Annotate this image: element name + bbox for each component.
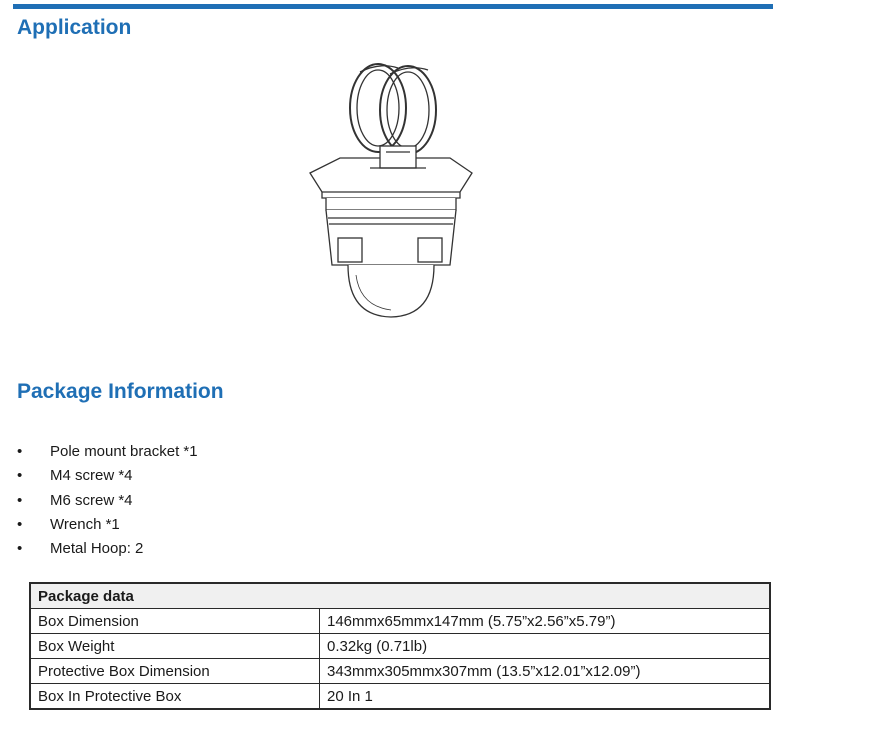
table-row: [30, 684, 770, 710]
row-label: Protective Box Dimension: [30, 659, 320, 684]
list-item: • Pole mount bracket *1: [17, 440, 198, 464]
application-heading: Application: [17, 16, 132, 39]
list-item: • M4 screw *4: [17, 464, 198, 488]
table-row: [30, 609, 770, 634]
row-label: Box Weight: [30, 634, 320, 659]
top-accent-bar: [13, 4, 773, 9]
package-contents-list: [17, 440, 198, 561]
table-row: [30, 634, 770, 659]
package-information-heading: Package Information: [17, 380, 224, 403]
bullet-icon: •: [17, 515, 23, 533]
table-header-row: [30, 583, 770, 609]
row-label: Box In Protective Box: [30, 684, 320, 710]
package-data-table: [29, 582, 771, 710]
table-row: [30, 659, 770, 684]
row-value: 146mmx65mmx147mm (5.75”x2.56”x5.79”): [320, 609, 771, 634]
row-value: 343mmx305mmx307mm (13.5”x12.01”x12.09”): [320, 659, 771, 684]
table-header: Package data: [30, 583, 770, 609]
list-item: • Metal Hoop: 2: [17, 537, 198, 561]
row-value: 20 In 1: [320, 684, 771, 710]
list-item: • Wrench *1: [17, 513, 198, 537]
row-value: 0.32kg (0.71lb): [320, 634, 771, 659]
list-item: • M6 screw *4: [17, 489, 198, 513]
bullet-icon: •: [17, 491, 23, 509]
row-label: Box Dimension: [30, 609, 320, 634]
bullet-icon: •: [17, 443, 23, 460]
pole-mount-camera-illustration: [300, 60, 480, 320]
bullet-icon: •: [17, 467, 23, 485]
bullet-icon: •: [17, 540, 23, 558]
